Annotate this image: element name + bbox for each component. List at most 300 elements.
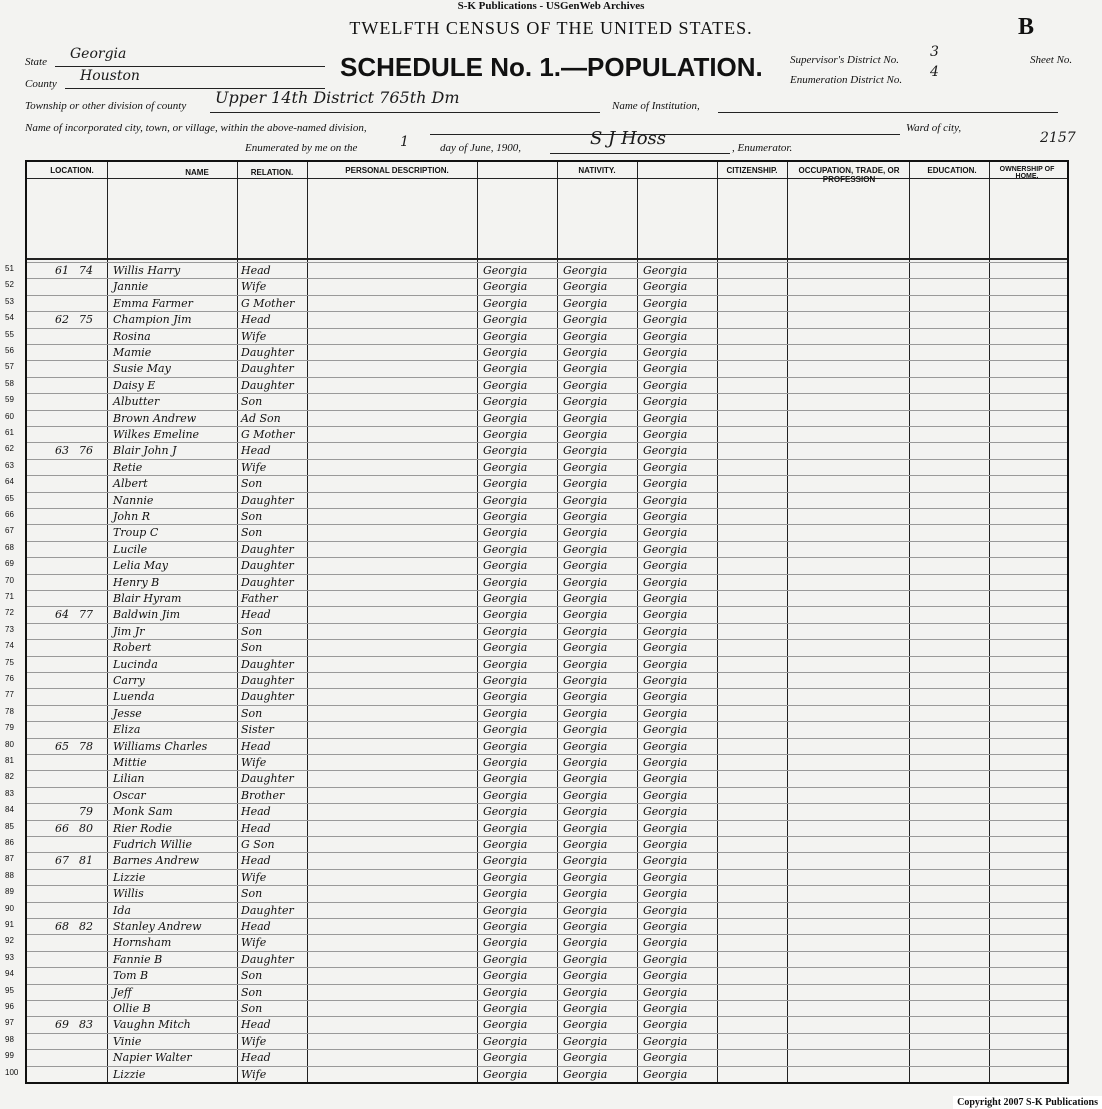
birthplace: Georgia (483, 1034, 528, 1048)
row-number: 87 (5, 854, 14, 864)
state-label: State (25, 56, 47, 68)
birthplace: Georgia (483, 706, 528, 720)
person-name: Mittie (113, 756, 147, 769)
birthplace: Georgia (483, 526, 528, 540)
row-number: 76 (5, 674, 14, 683)
birthplace: Georgia (483, 493, 528, 507)
person-name: John R (113, 510, 150, 523)
birthplace: Georgia (483, 756, 528, 769)
relation: Wife (241, 460, 267, 474)
mother-birthplace: Georgia (643, 592, 688, 605)
person-name: Tom B (113, 969, 149, 983)
table-row (5, 934, 1067, 951)
person-name: Mamie (113, 346, 152, 359)
ownership-header: OWNERSHIP OF HOME. (999, 166, 1055, 180)
person-name: Nannie (113, 493, 154, 507)
row-number: 98 (5, 1034, 14, 1044)
row-number: 70 (5, 575, 14, 585)
person-name: Ida (113, 903, 131, 917)
education-header: EDUCATION. (927, 166, 977, 175)
table-row (5, 967, 1067, 984)
birthplace: Georgia (483, 477, 528, 491)
father-birthplace: Georgia (563, 772, 608, 786)
ward-label: Ward of city, (906, 122, 962, 134)
person-name: Jeff (113, 985, 132, 999)
name-header: NAME (185, 168, 209, 177)
birthplace: Georgia (483, 1002, 528, 1015)
relation: Father (241, 592, 278, 605)
family-number: 82 (79, 920, 93, 933)
person-name: Lilian (113, 772, 145, 786)
state-line (55, 66, 325, 67)
birthplace: Georgia (483, 510, 528, 523)
relation: Wife (241, 329, 267, 343)
mother-birthplace: Georgia (643, 903, 688, 917)
father-birthplace: Georgia (563, 756, 608, 769)
person-name: Carry (113, 674, 145, 687)
mother-birthplace: Georgia (643, 838, 688, 851)
father-birthplace: Georgia (563, 477, 608, 491)
relation: Son (241, 395, 263, 409)
relation: Ad Son (241, 411, 281, 425)
mother-birthplace: Georgia (643, 542, 688, 556)
person-name: Vinie (113, 1034, 142, 1048)
row-number: 79 (5, 723, 14, 733)
birthplace: Georgia (483, 608, 528, 622)
father-birthplace: Georgia (563, 592, 608, 605)
enumerator-line (550, 153, 730, 154)
copyright-note: Copyright 2007 S-K Publications (953, 1096, 1102, 1109)
father-birthplace: Georgia (563, 1067, 608, 1081)
mother-birthplace: Georgia (643, 854, 688, 868)
table-row (5, 344, 1067, 361)
table-row (5, 705, 1067, 722)
father-birthplace: Georgia (563, 378, 608, 392)
relation: Wife (241, 936, 267, 950)
table-row (5, 393, 1067, 410)
mother-birthplace: Georgia (643, 936, 688, 950)
county-label: County (25, 78, 57, 90)
birthplace: Georgia (483, 887, 528, 901)
mother-birthplace: Georgia (643, 493, 688, 507)
relation: Daughter (241, 559, 294, 573)
supervisor-label: Supervisor's District No. (790, 54, 899, 66)
table-row (5, 295, 1067, 312)
relation: Son (241, 526, 263, 540)
mother-birthplace: Georgia (643, 428, 688, 441)
dwelling-number: 63 (55, 444, 69, 458)
row-number: 78 (5, 706, 14, 716)
birthplace: Georgia (483, 854, 528, 868)
relation: Head (241, 920, 271, 933)
person-name: Oscar (113, 788, 146, 802)
birthplace: Georgia (483, 969, 528, 983)
table-row (5, 902, 1067, 919)
person-name: Robert (113, 641, 152, 655)
birthplace: Georgia (483, 395, 528, 409)
row-number: 60 (5, 411, 14, 421)
birthplace: Georgia (483, 444, 528, 458)
row-number: 89 (5, 887, 14, 897)
row-number: 80 (5, 739, 14, 749)
institution-line (718, 112, 1058, 113)
row-number: 93 (5, 952, 14, 962)
enumerator-label: , Enumerator. (732, 142, 793, 154)
row-number: 96 (5, 1002, 14, 1011)
table-row (5, 311, 1067, 328)
birthplace: Georgia (483, 903, 528, 917)
person-name: Stanley Andrew (113, 920, 202, 933)
row-number: 51 (5, 264, 14, 273)
mother-birthplace: Georgia (643, 575, 688, 589)
row-number: 85 (5, 821, 14, 831)
mother-birthplace: Georgia (643, 378, 688, 392)
row-number: 56 (5, 346, 14, 355)
relation-header: RELATION. (250, 168, 294, 177)
father-birthplace: Georgia (563, 985, 608, 999)
person-name: Champion Jim (113, 313, 192, 327)
mother-birthplace: Georgia (643, 264, 688, 277)
father-birthplace: Georgia (563, 903, 608, 917)
row-number: 74 (5, 641, 14, 651)
table-row (5, 836, 1067, 853)
birthplace: Georgia (483, 329, 528, 343)
relation: Brother (241, 788, 285, 802)
enumerated-day: 1 (400, 134, 409, 150)
row-number: 90 (5, 903, 14, 913)
family-number: 76 (79, 444, 93, 458)
father-birthplace: Georgia (563, 542, 608, 556)
table-row (5, 459, 1067, 476)
sheet-letter: B (1018, 14, 1035, 40)
birthplace: Georgia (483, 1051, 528, 1065)
birthplace: Georgia (483, 985, 528, 999)
row-number: 84 (5, 805, 14, 815)
row-number: 92 (5, 936, 14, 946)
mother-birthplace: Georgia (643, 526, 688, 540)
table-row (5, 360, 1067, 377)
father-birthplace: Georgia (563, 641, 608, 655)
relation: Son (241, 510, 263, 523)
father-birthplace: Georgia (563, 723, 608, 737)
township-value: Upper 14th District 765th Dm (215, 88, 460, 107)
birthplace: Georgia (483, 788, 528, 802)
row-number: 67 (5, 526, 14, 536)
mother-birthplace: Georgia (643, 559, 688, 573)
person-name: Lizzie (113, 1067, 146, 1081)
father-birthplace: Georgia (563, 690, 608, 704)
table-row (5, 672, 1067, 689)
table-row (5, 574, 1067, 591)
row-number: 61 (5, 428, 14, 437)
relation: Daughter (241, 952, 294, 966)
relation: G Mother (241, 428, 295, 441)
father-birthplace: Georgia (563, 821, 608, 835)
person-name: Lucile (113, 542, 148, 556)
relation: Head (241, 739, 271, 753)
father-birthplace: Georgia (563, 411, 608, 425)
mother-birthplace: Georgia (643, 788, 688, 802)
father-birthplace: Georgia (563, 969, 608, 983)
person-name: Albutter (113, 395, 160, 409)
table-row (5, 820, 1067, 837)
father-birthplace: Georgia (563, 395, 608, 409)
father-birthplace: Georgia (563, 838, 608, 851)
person-name: Vaughn Mitch (113, 1018, 191, 1032)
person-name: Fannie B (113, 952, 163, 966)
archive-banner: S-K Publications - USGenWeb Archives (457, 0, 645, 12)
relation: Head (241, 313, 271, 327)
father-birthplace: Georgia (563, 575, 608, 589)
table-row (5, 721, 1067, 738)
relation: Head (241, 854, 271, 868)
row-number: 54 (5, 313, 14, 323)
father-birthplace: Georgia (563, 559, 608, 573)
person-name: Fudrich Willie (113, 838, 192, 851)
birthplace: Georgia (483, 575, 528, 589)
relation: Daughter (241, 575, 294, 589)
mother-birthplace: Georgia (643, 805, 688, 819)
table-row (5, 442, 1067, 459)
birthplace: Georgia (483, 870, 528, 884)
table-row (5, 1049, 1067, 1066)
relation: G Mother (241, 296, 295, 310)
birthplace: Georgia (483, 1018, 528, 1032)
family-number: 75 (79, 313, 93, 327)
birthplace: Georgia (483, 739, 528, 753)
row-number: 95 (5, 985, 14, 995)
table-row (5, 475, 1067, 492)
relation: Daughter (241, 674, 294, 687)
relation: Daughter (241, 346, 294, 359)
header-bottom-rule (27, 258, 1067, 260)
father-birthplace: Georgia (563, 887, 608, 901)
row-number: 64 (5, 477, 14, 487)
row-number: 52 (5, 280, 14, 290)
relation: Head (241, 608, 271, 622)
dwelling-number: 67 (55, 854, 69, 868)
birthplace: Georgia (483, 674, 528, 687)
institution-label: Name of Institution, (612, 100, 700, 112)
person-name: Albert (113, 477, 148, 491)
dwelling-number: 61 (55, 264, 69, 277)
mother-birthplace: Georgia (643, 346, 688, 359)
family-number: 80 (79, 821, 93, 835)
mother-birthplace: Georgia (643, 1018, 688, 1032)
mother-birthplace: Georgia (643, 1034, 688, 1048)
person-name: Jannie (113, 280, 149, 294)
row-number: 53 (5, 296, 14, 306)
table-row (5, 426, 1067, 443)
table-row (5, 852, 1067, 869)
father-birthplace: Georgia (563, 1018, 608, 1032)
father-birthplace: Georgia (563, 608, 608, 622)
relation: Wife (241, 756, 267, 769)
row-number: 73 (5, 624, 14, 634)
row-number: 86 (5, 838, 14, 847)
father-birthplace: Georgia (563, 854, 608, 868)
state-value: Georgia (70, 46, 127, 62)
relation: Head (241, 1018, 271, 1032)
table-row (5, 557, 1067, 574)
enumerated-label: Enumerated by me on the (245, 142, 358, 154)
father-birthplace: Georgia (563, 280, 608, 294)
birthplace: Georgia (483, 936, 528, 950)
table-row (5, 688, 1067, 705)
mother-birthplace: Georgia (643, 608, 688, 622)
relation: Son (241, 1002, 263, 1015)
relation: Head (241, 444, 271, 458)
mother-birthplace: Georgia (643, 772, 688, 786)
birthplace: Georgia (483, 1067, 528, 1081)
mother-birthplace: Georgia (643, 280, 688, 294)
table-row (5, 278, 1067, 295)
dwelling-number: 65 (55, 739, 69, 753)
person-name: Luenda (113, 690, 155, 704)
father-birthplace: Georgia (563, 870, 608, 884)
table-row (5, 1033, 1067, 1050)
person-name: Baldwin Jim (113, 608, 181, 622)
birthplace: Georgia (483, 690, 528, 704)
mother-birthplace: Georgia (643, 1002, 688, 1015)
mother-birthplace: Georgia (643, 723, 688, 737)
mother-birthplace: Georgia (643, 395, 688, 409)
census-grid (5, 160, 1069, 1084)
enumeration-label: Enumeration District No. (790, 74, 903, 86)
row-number: 62 (5, 444, 14, 454)
row-number: 94 (5, 969, 14, 979)
father-birthplace: Georgia (563, 805, 608, 819)
table-row (5, 1000, 1067, 1017)
mother-birthplace: Georgia (643, 985, 688, 999)
dwelling-number: 69 (55, 1018, 69, 1032)
mother-birthplace: Georgia (643, 624, 688, 638)
row-number: 77 (5, 690, 14, 700)
sheet-value: 2157 (1040, 130, 1076, 146)
relation: Head (241, 1051, 271, 1065)
mother-birthplace: Georgia (643, 1067, 688, 1081)
person-name: Henry B (113, 575, 160, 589)
township-line (210, 112, 600, 113)
father-birthplace: Georgia (563, 346, 608, 359)
table-row (5, 918, 1067, 935)
enumerated-month: day of June, 1900, (440, 142, 521, 154)
row-number: 91 (5, 920, 14, 929)
table-row (5, 623, 1067, 640)
family-number: 81 (79, 854, 93, 868)
father-birthplace: Georgia (563, 788, 608, 802)
row-number: 97 (5, 1018, 14, 1028)
family-number: 83 (79, 1018, 93, 1032)
schedule-title: SCHEDULE No. 1.—POPULATION. (340, 52, 763, 82)
dwelling-number: 64 (55, 608, 69, 622)
person-name: Barnes Andrew (113, 854, 199, 868)
table-row (5, 656, 1067, 673)
person-name: Blair Hyram (113, 592, 182, 605)
relation: Son (241, 477, 263, 491)
row-number: 82 (5, 772, 14, 782)
table-row (5, 541, 1067, 558)
person-name: Susie May (113, 362, 171, 376)
birthplace: Georgia (483, 362, 528, 376)
row-number: 83 (5, 788, 14, 798)
person-name: Lucinda (113, 657, 158, 671)
nativity-header: NATIVITY. (578, 166, 616, 175)
row-number: 66 (5, 510, 14, 519)
row-number: 81 (5, 756, 14, 765)
table-row (5, 639, 1067, 656)
father-birthplace: Georgia (563, 674, 608, 687)
location-header: LOCATION. (50, 166, 94, 175)
father-birthplace: Georgia (563, 460, 608, 474)
father-birthplace: Georgia (563, 1034, 608, 1048)
personal-header: PERSONAL DESCRIPTION. (345, 166, 449, 175)
father-birthplace: Georgia (563, 493, 608, 507)
relation: Wife (241, 870, 267, 884)
enumerator-value: S J Hoss (590, 128, 666, 149)
row-number: 59 (5, 395, 14, 405)
father-birthplace: Georgia (563, 362, 608, 376)
birthplace: Georgia (483, 559, 528, 573)
family-number: 79 (79, 805, 93, 819)
table-row (5, 885, 1067, 902)
dwelling-number: 62 (55, 313, 69, 327)
father-birthplace: Georgia (563, 624, 608, 638)
row-number: 100 (5, 1067, 19, 1077)
relation: Daughter (241, 657, 294, 671)
row-number: 57 (5, 362, 14, 372)
relation: Sister (241, 723, 274, 737)
person-name: Lelia May (113, 559, 168, 573)
father-birthplace: Georgia (563, 264, 608, 277)
birthplace: Georgia (483, 280, 528, 294)
mother-birthplace: Georgia (643, 296, 688, 310)
father-birthplace: Georgia (563, 329, 608, 343)
birthplace: Georgia (483, 428, 528, 441)
father-birthplace: Georgia (563, 920, 608, 933)
birthplace: Georgia (483, 920, 528, 933)
birthplace: Georgia (483, 657, 528, 671)
relation: Son (241, 706, 263, 720)
row-number: 65 (5, 493, 14, 503)
person-name: Williams Charles (113, 739, 208, 753)
table-row (5, 787, 1067, 804)
person-name: Jesse (113, 706, 142, 720)
father-birthplace: Georgia (563, 706, 608, 720)
birthplace: Georgia (483, 378, 528, 392)
birthplace: Georgia (483, 460, 528, 474)
birthplace: Georgia (483, 542, 528, 556)
table-row (5, 770, 1067, 787)
relation: Wife (241, 1034, 267, 1048)
person-name: Hornsham (113, 936, 172, 950)
mother-birthplace: Georgia (643, 477, 688, 491)
person-name: Eliza (113, 723, 141, 737)
mother-birthplace: Georgia (643, 887, 688, 901)
row-number: 71 (5, 592, 14, 601)
birthplace: Georgia (483, 624, 528, 638)
mother-birthplace: Georgia (643, 969, 688, 983)
person-name: Blair John J (113, 444, 177, 458)
person-name: Troup C (113, 526, 159, 540)
table-row (5, 754, 1067, 771)
table-row (5, 590, 1067, 607)
relation: Daughter (241, 378, 294, 392)
table-row (5, 328, 1067, 345)
mother-birthplace: Georgia (643, 920, 688, 933)
township-label: Township or other division of county (25, 100, 187, 112)
mother-birthplace: Georgia (643, 460, 688, 474)
